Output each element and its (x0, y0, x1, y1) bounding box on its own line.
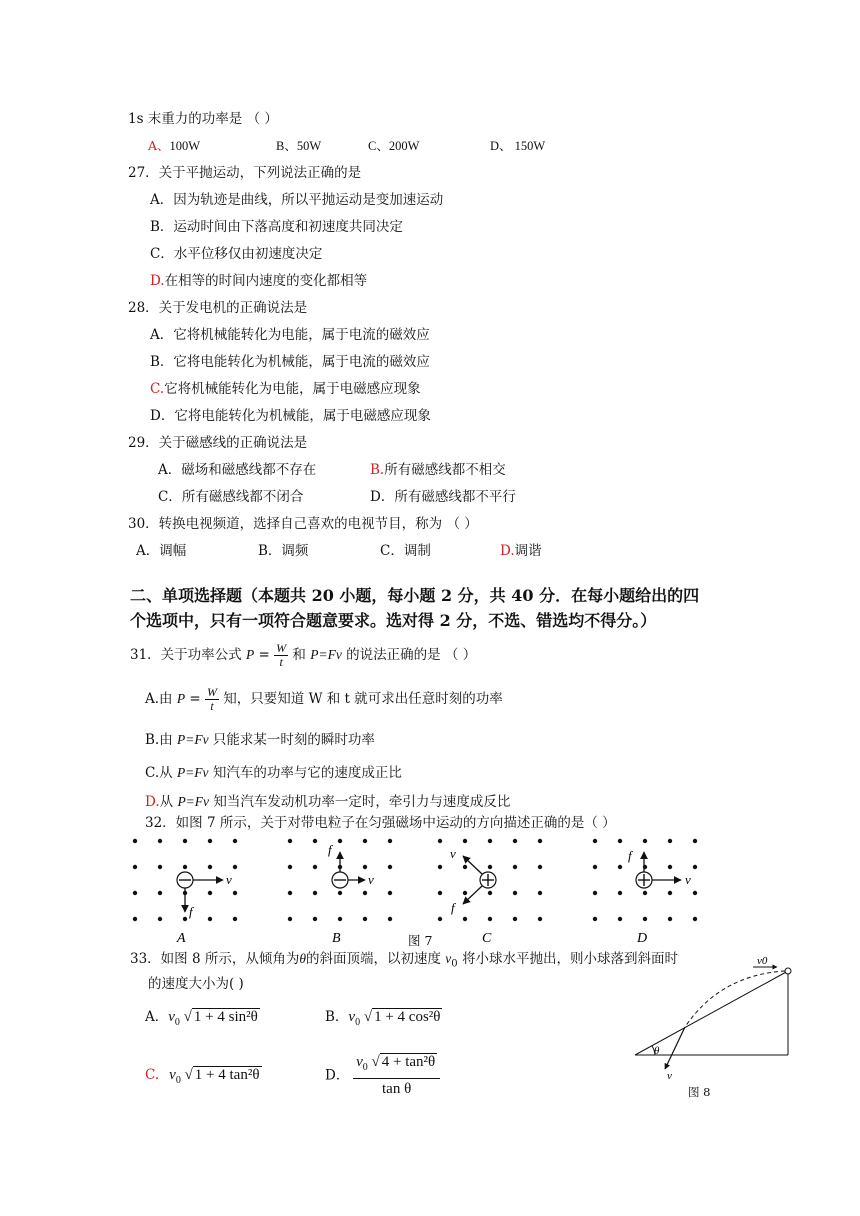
q33-v0-sub: 0 (451, 958, 458, 970)
field-dot (538, 865, 542, 869)
field-dot (313, 891, 317, 895)
field-dot (618, 839, 622, 843)
field-dot (388, 865, 392, 869)
field-dot (313, 839, 317, 843)
q31-d-letter: D. (145, 794, 160, 810)
field-dot (438, 839, 442, 843)
fig8-v-label: v (667, 1070, 672, 1082)
fig7-panel-b (328, 842, 374, 946)
field-dot (233, 839, 237, 843)
fig7-label-b: B (332, 931, 341, 946)
fig7-c-v: v (450, 846, 456, 861)
field-dot (643, 839, 647, 843)
q29-option-b (370, 461, 506, 479)
q28-option-d: D．它将电能转化为机械能，属于电磁感应现象 (150, 408, 431, 424)
field-dot (668, 891, 672, 895)
q26-c: C、200W (368, 139, 420, 153)
field-dot (643, 891, 647, 895)
q33-d-numerator: $v_0$ √ 4 + tan²θ (353, 1052, 440, 1079)
q27-option-a: A．因为轨迹是曲线，所以平抛运动是变加速运动 (150, 192, 444, 208)
q28-option-a: A．它将机械能转化为电能，属于电流的磁效应 (150, 327, 430, 343)
field-dot (133, 917, 137, 921)
field-dot (693, 891, 697, 895)
fig8-theta-label: θ (654, 1045, 660, 1057)
q29-stem: 29．关于磁感线的正确说法是 (128, 435, 308, 451)
q31-stem-mid: 和 (288, 647, 311, 663)
field-dot (158, 891, 162, 895)
field-dot (208, 891, 212, 895)
field-dot (463, 839, 467, 843)
q33-d-sub: 0 (362, 1062, 368, 1073)
q28-c-text: 它将机械能转化为电能，属于电磁感应现象 (164, 381, 421, 397)
q33-option-d (325, 1052, 440, 1099)
q31-option-c (145, 764, 402, 782)
field-dot (338, 891, 342, 895)
field-dot (513, 917, 517, 921)
q33-d-letter: D． (325, 1067, 350, 1084)
field-dot (288, 839, 292, 843)
q31-formula-p: P (245, 647, 255, 662)
q27-d-text: 在相等的时间内速度的变化都相等 (164, 273, 368, 289)
field-dot (233, 891, 237, 895)
field-dot (618, 917, 622, 921)
field-dot (488, 839, 492, 843)
q33-option-a: A．$v_0$ √ 1 + 4 sin²θ (145, 1009, 258, 1028)
q31-c-pre: C.从 (145, 765, 177, 781)
field-dot (233, 865, 237, 869)
fig7-a-v: v (226, 872, 232, 887)
fig7-label-a: A (177, 931, 186, 946)
field-dot (693, 865, 697, 869)
field-dot (488, 865, 492, 869)
fig7-panel-c (450, 846, 496, 946)
q31-c-pfv: P=Fv (176, 765, 209, 780)
q33-c-expr: 1 + 4 tan²θ (194, 1067, 260, 1083)
q28-stem: 28．关于发电机的正确说法是 (128, 300, 308, 316)
q28-option-b: B．它将电能转化为机械能，属于电流的磁效应 (150, 354, 430, 370)
q27-option-b: B．运动时间由下落高度和初速度共同决定 (150, 219, 403, 235)
field-dot (288, 917, 292, 921)
q33-b-v: v (348, 1009, 356, 1025)
field-dot (208, 865, 212, 869)
fig7-d-f: f (628, 848, 632, 863)
fig7-d-v: v (685, 872, 691, 887)
q31-formula-fraction (274, 642, 288, 669)
figure-8 (625, 955, 805, 1100)
fig7-label-c: C (482, 931, 492, 946)
field-dot (593, 865, 597, 869)
field-dot (158, 917, 162, 921)
field-dot (463, 917, 467, 921)
field-dot (463, 891, 467, 895)
q31-a-post: 知，只要知道 W 和 t 就可求出任意时刻的功率 (219, 691, 503, 707)
field-dot (538, 891, 542, 895)
q31-frac-num: W (276, 641, 287, 655)
q26-a-letter: A、 (148, 138, 170, 153)
q26-stem: 1s 末重力的功率是 （ ） (128, 111, 278, 127)
field-dot (513, 865, 517, 869)
q32-stem: 32．如图 7 所示，关于对带电粒子在匀强磁场中运动的方向描述正确的是（ ） (145, 815, 616, 831)
q30-option-a: A．调幅 (136, 543, 187, 559)
field-dot (388, 891, 392, 895)
q26-b: B、50W (276, 139, 322, 153)
field-dot (693, 917, 697, 921)
q31-b-pre: B.由 (145, 732, 178, 748)
field-dot (133, 891, 137, 895)
field-dot (208, 839, 212, 843)
q27-option-c: C．水平位移仅由初速度决定 (150, 246, 323, 262)
field-dot (363, 839, 367, 843)
field-dot (438, 865, 442, 869)
q31-d-post: 知当汽车发动机功率一定时，牵引力与速度成反比 (209, 794, 511, 810)
q31-option-b (145, 731, 375, 749)
fig7-c-f: f (451, 900, 455, 915)
fig8-v0-label: v0 (757, 955, 768, 967)
q26-d: D、 150W (490, 139, 546, 153)
q33-a-expr: 1 + 4 sin²θ (193, 1009, 258, 1025)
q27-d-letter: D. (150, 273, 165, 289)
fig7-label-d: D (637, 931, 648, 946)
fig7-b-v: v (368, 872, 374, 887)
q29-b-text: 所有磁感线都不相交 (384, 462, 506, 478)
field-dot (618, 891, 622, 895)
q27-stem: 27．关于平抛运动，下列说法正确的是 (128, 165, 362, 181)
section2-heading-line1: 二、单项选择题（本题共 20 小题，每小题 2 分，共 40 分．在每小题给出的四 (130, 586, 700, 605)
field-dot (288, 865, 292, 869)
q31-a-frac-num: W (207, 685, 217, 699)
field-dot (593, 891, 597, 895)
q33-c-letter: C. (145, 1067, 160, 1083)
q31-b-post: 只能求某一时刻的瞬时功率 (208, 732, 375, 748)
field-dot (363, 917, 367, 921)
q31-a-pre: A.由 (145, 691, 177, 707)
field-dot (363, 865, 367, 869)
field-dot (538, 839, 542, 843)
q31-b-pfv: P=Fv (177, 732, 209, 747)
fig7-a-f: f (189, 904, 193, 919)
field-dot (538, 917, 542, 921)
q33-stem-mid: 的斜面顶端，以初速度 (306, 951, 446, 967)
q28-c-letter: C. (150, 381, 165, 397)
q31-a-frac-den: t (210, 699, 214, 713)
q33-b-sub: 0 (355, 1017, 361, 1028)
q31-stem-post: 的说法正确的是 （ ） (341, 647, 477, 663)
field-dot (183, 865, 187, 869)
q30-stem: 30．转换电视频道，选择自己喜欢的电视节目，称为 （ ） (128, 516, 478, 532)
q33-d-den: tan θ (382, 1081, 412, 1097)
q33-stem-line2: 的速度大小为( ) (148, 976, 244, 992)
field-dot (313, 865, 317, 869)
field-dot (593, 917, 597, 921)
field-dot (388, 917, 392, 921)
field-dot (668, 839, 672, 843)
q29-option-d: D．所有磁感线都不平行 (370, 489, 516, 505)
field-dot (438, 917, 442, 921)
field-dot (618, 865, 622, 869)
q33-a-sub: 0 (174, 1017, 180, 1028)
q33-a-letter: A． (145, 1009, 169, 1025)
field-dot (183, 917, 187, 921)
field-dot (158, 839, 162, 843)
fig7-caption: 图 7 (408, 933, 433, 948)
q30-option-d (500, 542, 542, 560)
field-dot (693, 839, 697, 843)
q31-formula-pfv: P=Fv (310, 647, 342, 662)
q31-option-d (145, 793, 510, 811)
q31-d-pfv: P=Fv (177, 794, 210, 809)
field-dot (488, 917, 492, 921)
q33-d-fraction (353, 1052, 440, 1099)
field-dot (388, 839, 392, 843)
q31-stem-pre: 31．关于功率公式 (130, 647, 246, 663)
q31-d-pre: 从 (159, 794, 178, 810)
field-dot (668, 917, 672, 921)
q33-stem-pre: 33．如图 8 所示，从倾角为 (130, 951, 300, 967)
field-dot (338, 917, 342, 921)
q33-c-sub: 0 (175, 1075, 181, 1086)
q33-d-num: 4 + tan²θ (381, 1054, 436, 1070)
q26-options (148, 137, 546, 155)
q30-d-text: 调谐 (514, 543, 542, 559)
q29-option-c: C．所有磁感线都不闭合 (158, 489, 304, 505)
fig7-panel-d (628, 848, 691, 946)
fig8-caption: 图 8 (688, 1085, 711, 1099)
q33-option-c: C. $v_0$ √ 1 + 4 tan²θ (145, 1067, 260, 1086)
q28-option-c (150, 380, 421, 398)
q29-option-a: A．磁场和磁感线都不存在 (158, 462, 317, 478)
field-dot (668, 865, 672, 869)
field-dot (338, 839, 342, 843)
field-dot (208, 917, 212, 921)
q31-option-a (145, 686, 503, 713)
field-dot (513, 891, 517, 895)
q33-c-v: v (169, 1067, 176, 1083)
q33-option-b: B．$v_0$ √ 1 + 4 cos²θ (325, 1009, 441, 1028)
field-dot (133, 839, 137, 843)
field-dot (313, 917, 317, 921)
q33-stem-post: 将小球水平抛出，则小球落到斜面时 (457, 951, 678, 967)
q31-a-eq: = (185, 691, 205, 707)
q31-a-p: P (176, 691, 186, 706)
field-dot (133, 865, 137, 869)
q33-b-letter: B． (325, 1009, 349, 1025)
field-dot (488, 891, 492, 895)
field-dot (513, 839, 517, 843)
field-dot (363, 891, 367, 895)
q31-frac-den: t (279, 655, 283, 669)
field-dot (643, 917, 647, 921)
field-dot (288, 891, 292, 895)
q31-a-fraction (205, 686, 219, 713)
field-dot (158, 865, 162, 869)
q33-b-expr: 1 + 4 cos²θ (374, 1009, 441, 1025)
field-dot (233, 917, 237, 921)
q31-stem (130, 642, 476, 669)
q33-v0: v (445, 951, 452, 966)
q29-b-letter: B. (370, 462, 385, 478)
q27-option-d (150, 272, 367, 290)
field-dot (463, 865, 467, 869)
q33-a-v: v (168, 1009, 175, 1025)
q31-formula-eq: = (254, 647, 275, 663)
q30-d-letter: D. (500, 543, 515, 559)
fig7-b-f: f (328, 842, 332, 857)
field-dot (593, 839, 597, 843)
section2-heading-line2: 个选项中，只有一项符合题意要求。选对得 2 分，不选、错选均不得分。） (130, 611, 657, 630)
q30-option-b: B．调频 (258, 543, 309, 559)
q31-c-post: 知汽车的功率与它的速度成正比 (208, 765, 402, 781)
field-dot (438, 891, 442, 895)
q33-theta: θ (299, 951, 306, 966)
q33-stem-line1 (130, 950, 678, 974)
q33-d-v: v (356, 1054, 363, 1070)
q26-a: 100W (169, 139, 201, 153)
q30-option-c: C．调制 (380, 543, 431, 559)
fig7-panel-a (176, 872, 232, 946)
field-dot (183, 839, 187, 843)
